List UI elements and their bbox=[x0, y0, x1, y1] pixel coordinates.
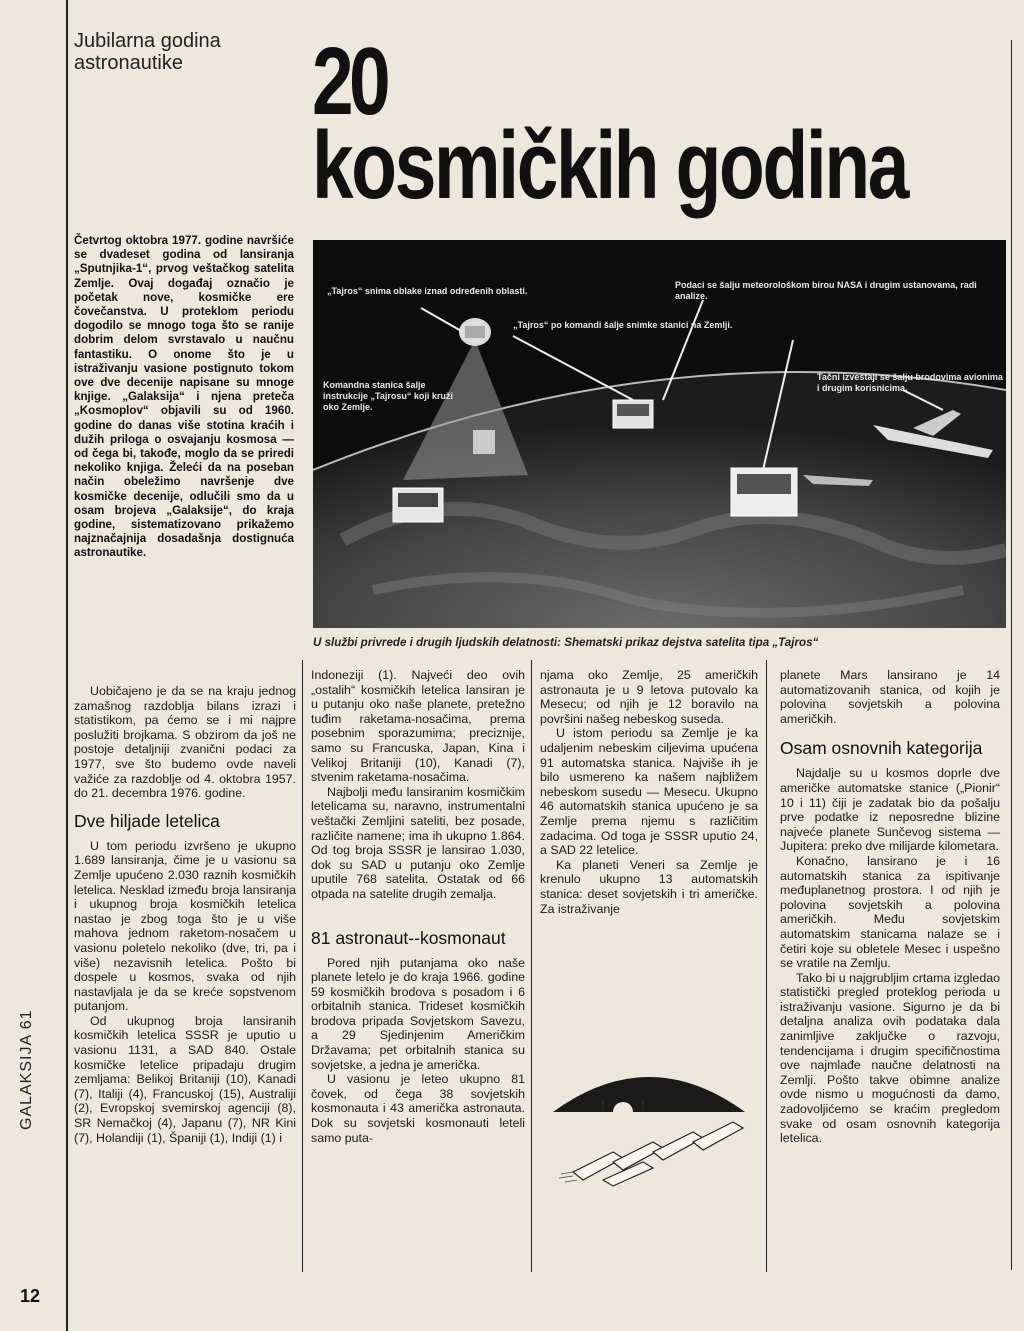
magazine-name: GALAKSIJA 61 bbox=[18, 1009, 35, 1130]
article-column-2 bbox=[311, 668, 525, 1145]
subheading: 81 astronaut--kosmonaut bbox=[311, 927, 506, 948]
figure-label-4: Tačni izveštaji se šalju brodovima avionima i drugim korisnicima. bbox=[817, 372, 1003, 393]
paragraph: Ka planeti Veneri sa Zemlje je krenulo ukupno 13 automatskih stanica: deset sovjetskih i tri američke. Za istraživanje bbox=[540, 857, 758, 916]
subheading: Dve hiljade letelica bbox=[74, 810, 220, 831]
paragraph: Pored njih putanjama oko naše planete letelo je do kraja 1966. godine 59 kosmičkih brodova s posadom i 6 orbitalnih stanica. Trideset kosmičkih brodova pripada Sovjetskom Savezu, a 29 Sjedinjenim Američkim Državama; pet orbitalnih stanica su sovjetske, a jedna je američka. bbox=[311, 955, 525, 1072]
paragraph: Uobičajeno je da se na kraju jednog zamašnog razdoblja bilans izrazi i statistikom, pa ćemo se i mi najpre poslužiti brojkama. S obzirom da još ne postoje detaljniji zvanični podaci za 1977, sve što budemo ovde naveli važiće za razdoblje od 4. oktobra 1957. do 21. decembra 1976. godine. bbox=[74, 684, 296, 801]
page-number: 12 bbox=[20, 1286, 41, 1306]
kicker: Jubilarna godina astronautike bbox=[74, 30, 221, 74]
paragraph: Od ukupnog broja lansiranih kosmičkih letelica SSSR je uputio u vasionu 1131, a SAD 840. Ostale kosmičke letelice pripadaju drugim zemljama: Belikoj Britaniji (10), Kanadi (7), Italiji (4), Francuskoj (15), Australiji (2), Evropskoj svemirskoj agenciji (8), SR Nemačkoj (4), Japanu (7), NR Kini (7), Holandiji (1), Španiji (1), Indiji (1) i bbox=[74, 1013, 296, 1145]
title-number: 20 bbox=[312, 28, 386, 135]
figure-label-3: „Tajros“ po komandi šalje snimke stanici na Zemlji. bbox=[513, 320, 733, 330]
figure-label-1: „Tajros“ snima oblake iznad određenih oblasti. bbox=[327, 286, 528, 296]
article-column-3 bbox=[540, 668, 758, 916]
page-title: kosmičkih godina bbox=[312, 112, 908, 219]
paragraph: njama oko Zemlje, 25 američkih astronauta je u 9 letova putovalo ka Mesecu; od njih je 12 boravilo na površini našeg nebeskog suseda. bbox=[540, 668, 758, 726]
column-rule-1 bbox=[302, 660, 303, 1272]
article-column-1 bbox=[74, 684, 296, 1145]
figure-label-5: Komandna stanica šalje instrukcije „Tajrosu“ koji kruži oko Zemlje. bbox=[323, 380, 453, 412]
paragraph: Indoneziji (1). Najveći deo ovih „ostalih“ kosmičkih letelica lansiran je u putanju oko naše planete, pretežno tuđim raketama-nosačima, prema posebnim sporazumima; preciznije, samo su Francuska, Japan, Kina i Velikoj Britaniji (10), Kanadi (7), stvenim raketama-nosačima. bbox=[311, 668, 525, 785]
paragraph: Tako bi u najgrubljim crtama izgledao statistički pregled proteklog perioda u istraživanju vasione. Sigurno je da bi detaljna analiza ovih podataka dala zanimljive zaključke o razvoju, tendencijama i drugim specifičnostima ove najmlađe naučne delatnosti na Zemlji. Pošto takve obimne analize ovde nismo u mogućnosti da damo, zadovoljićemo se kraćim pregledom svake od osam osnovnih kategorija letelica. bbox=[780, 970, 1000, 1146]
satellite-diagram bbox=[313, 240, 1006, 628]
paragraph: U vasionu je leteo ukupno 81 čovek, od čega 38 sovjetskih kosmonauta i 43 američka astronauta. Dok su sovjetski kosmonauti leteli samo puta- bbox=[311, 1072, 525, 1145]
right-margin-rule bbox=[1011, 40, 1012, 1270]
figure-caption: U službi privrede i drugih ljudskih delatnosti: Shematski prikaz dejstva satelita tipa „Tajros“ bbox=[313, 636, 819, 649]
lead-paragraph: Četvrtog oktobra 1977. godine navršiće se dvadeset godina od lansiranja „Sputnjika-1“, prvog veštačkog satelita Zemlje. Ovaj događaj označio je početak nove, kosmičke ere čovečanstva. U proteklom periodu dogodilo se mnogo toga što se ranije dobrim delom svrstavalo u naučnu fantastiku. O onome što je u istraživanju vasione postignuto tokom ove dve decenije napisane su mnoge knjige. „Galaksija“ i njena preteča „Kosmoplov“ objavili su od 1960. godine do danas više stotina kraćih i dužih priloga o osvajanju kosmosa — od čega bi, takođe, moglo da se priredi nekoliko knjiga. Želeći da na poseban način obeležimo navršenje dve kosmičke decenije, odlučili smo da u osam brojeva „Galaksije“, do kraja godine, sistematizovano prikažemo najznačajnija dosadašnja dostignuća astronautike. bbox=[74, 234, 294, 560]
figure-label-2: Podaci se šalju meteorološkom birou NASA i drugim ustanovama, radi analize. bbox=[675, 280, 977, 301]
subheading: Osam osnovnih kategorija bbox=[780, 738, 983, 759]
column-rule-2 bbox=[531, 660, 532, 1272]
left-margin-rule bbox=[66, 0, 68, 1331]
paragraph: U tom periodu izvršeno je ukupno 1.689 lansiranja, čime je u vasionu sa Zemlje upućeno 2.030 raznih kosmičkih letelica. Nesklad između broja lansiranja i ukupnog broja kosmičkih letelica nastao je zbog toga što je u više mahova jednom raketom-nosačem u vasionu poletelo nekoliko (dve, tri, pa i više) nezavisnih letelica. Pošto bi dospele u kosmos, svaka od njih nastavljala je da se kreće sopstvenom putanjom. bbox=[74, 838, 296, 1014]
paragraph: Najbolji među lansiranim kosmičkim letelicama su, naravno, instrumentalni veštački Zemljini sateliti, bez posade, različite namene; ima ih ukupno 1.864. Od tog broja SSSR je lansirao 1.030, dok su SAD u putanju oko Zemlje uputile 768 satelita. Ostatak od 66 otpada na satelite drugih zemalja. bbox=[311, 784, 525, 901]
article-column-4 bbox=[780, 668, 1000, 1146]
paragraph: Najdalje su u kosmos doprle dve američke automatske stanice („Pionir“ 10 i 11) čiji je zadatak bio da pošalju prve podatke iz neposredne blizine najveće planete Sunčevog sistema — Jupitera: preko dve milijarde kilometara. bbox=[780, 766, 1000, 854]
spacecraft-sketch bbox=[543, 1052, 755, 1190]
column-rule-3 bbox=[766, 660, 767, 1272]
paragraph: U istom periodu sa Zemlje je ka udaljenim nebeskim ciljevima upućena 91 automatska stanica. Najviše ih je bilo usmereno ka našem najbližem nebeskom susedu — Mesecu. Ukupno 46 automatskih stanica upućeno je sa Zemlje prema njemu s različitim zadacima. Od toga je SSSR uputio 24, a SAD 22 letelice. bbox=[540, 726, 758, 858]
paragraph: Konačno, lansirano je i 16 automatskih stanica za ispitivanje međuplanetnog prostora. I od njih je polovina sovjetskih a polovina američkih. Među sovjetskim automatskim stanicama nalaze se i četiri koje su obletele Mesec i uspešno se vratile na Zemlju. bbox=[780, 853, 1000, 971]
paragraph: planete Mars lansirano je 14 automatizovanih stanica, od kojih je polovina sovjetskih a polovina američkih. bbox=[780, 668, 1000, 726]
